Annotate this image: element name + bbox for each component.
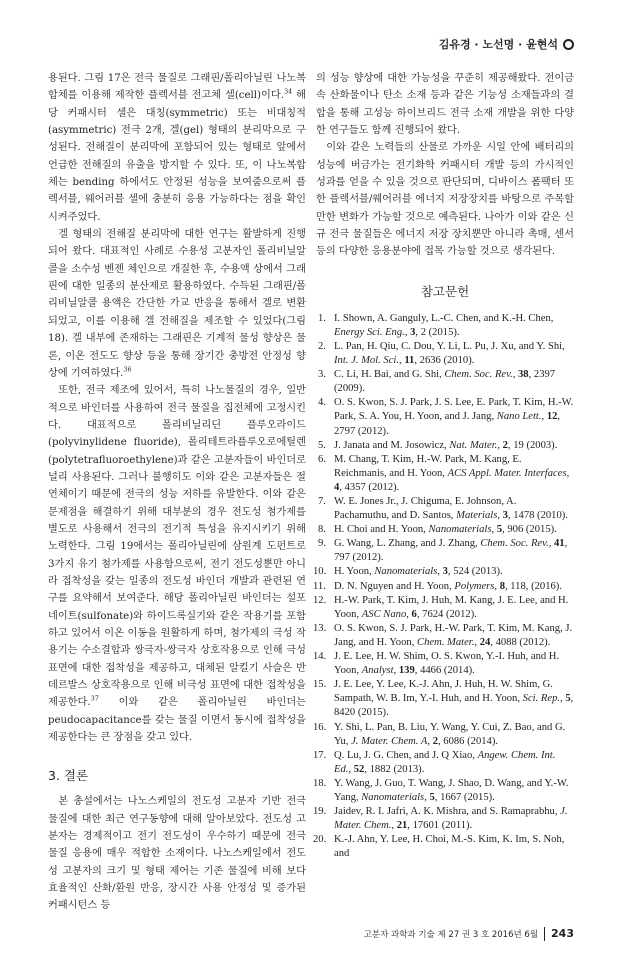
reference-item: 9. G. Wang, L. Zhang, and J. Zhang, Chem. Soc. Rev., 41, 797 (2012). <box>318 538 568 564</box>
reference-journal: Polymers <box>454 580 495 592</box>
reference-volume: 12 <box>546 411 558 423</box>
reference-pages-year: , 4357 (2012). <box>339 481 400 493</box>
reference-item: 5. J. Janata and M. Josowicz, Nat. Mater., 2, 19 (2003). <box>316 439 574 453</box>
reference-journal: ASC Nano <box>361 608 407 620</box>
reference-pages-year: , 906 (2015). <box>502 524 557 536</box>
reference-volume: 41 <box>554 538 565 550</box>
reference-journal: Int. J. Mol. Sci. <box>334 355 400 367</box>
reference-pages-year: , 797 (2012). <box>334 538 568 564</box>
reference-item: 16. Y. Shi, L. Pan, B. Liu, Y. Wang, Y. Cui, Z. Bao, and G. Yu, J. Mater. Chem. A, 2, 6086 (2014). <box>313 721 566 747</box>
reference-number: 2. <box>318 340 326 352</box>
reference-number: 10. <box>313 566 327 578</box>
reference-volume: 3 <box>442 566 448 578</box>
reference-volume: 52 <box>353 763 365 775</box>
reference-number: 14. <box>313 651 327 663</box>
paragraph: 본 총설에서는 나노스케일의 전도성 고분자 기반 전극 물질에 대한 최근 연구동향에 대해 알아보았다. 전도성 고분자는 경제적이고 전기 전도성이 우수하기 때문에 전극 물질 응용에 매우 적합한 소재이다. 나노스케일에서 전도성 고분자의 크기 및 형태 제어는 기존 물질에 비해 보다 효율적인 산화/환원 반응, 장시간 사용 안정성 및 증가된 커패시턴스 등 <box>48 796 306 912</box>
reference-volume: 4 <box>334 481 340 493</box>
reference-journal: Analyst <box>361 665 394 677</box>
paragraph: 의 성능 향상에 대한 가능성을 꾸준히 제공해왔다. 전이금속 산화물이나 탄소 소재 등과 같은 기능성 소재들과의 결합을 통해 고성능 하이브리드 전극 소재 개발을 위한 다양한 연구들도 함께 진행되어 왔다. <box>316 73 574 137</box>
reference-pages-year: , 1882 (2013). <box>364 763 425 775</box>
reference-authors: H. Yoon, <box>334 566 372 578</box>
header-authors: 김유경 · 노선명 · 윤현석 <box>438 38 558 51</box>
reference-volume: 5 <box>496 524 503 536</box>
reference-volume: 6 <box>411 608 417 620</box>
reference-pages-year: , 1667 (2015). <box>434 791 495 803</box>
reference-authors: I. Shown, A. Ganguly, L.-C. Chen, and K.-H. Chen, <box>334 312 554 324</box>
reference-journal: Materials <box>456 510 498 522</box>
reference-journal: Chem. Mater. <box>417 636 475 648</box>
reference-authors: D. N. Nguyen and H. Yoon, <box>334 580 452 592</box>
reference-volume: 5 <box>429 791 435 803</box>
reference-volume: 3 <box>502 510 508 522</box>
reference-pages-year: , 19 (2003). <box>507 439 558 451</box>
reference-pages-year: , 4466 (2014). <box>414 665 475 677</box>
citation: 34 <box>283 87 293 96</box>
page-number: 243 <box>551 927 574 941</box>
reference-pages-year: , 17601 (2011). <box>407 820 473 832</box>
reference-authors: Jaidev, R. I. Jafri, A. K. Mishra, and S. Ramaprabhu, <box>334 806 558 818</box>
reference-journal: J. Mater. Chem. <box>334 806 568 832</box>
text: 이와 같은 폴리아닐린 바인더는 peudocapacitance를 갖는 물질 이면서 동시에 접착성을 제공한다는 큰 장점을 갖고 있다. <box>48 697 306 744</box>
footer-journal: 고분자 과학과 기술 제 27 권 3 호 2016년 6월 <box>363 929 539 940</box>
reference-pages-year: , 7624 (2012). <box>416 608 477 620</box>
reference-pages-year: , 2 (2015). <box>415 326 460 338</box>
reference-volume: 2 <box>432 735 438 747</box>
reference-volume: 5 <box>565 693 571 705</box>
reference-item: 7. W. E. Jones Jr., J. Chiguma, E. Johnson, A. Pachamuthu, and D. Santos, Materials, 3, 1478 (2010). <box>318 496 568 522</box>
reference-number: 1. <box>318 312 326 324</box>
reference-authors: O. S. Kwon, S. J. Park, J. S. Lee, E. Park, T. Kim, H.-W. Park, S. A. You, H. Yoon, and J. Jang, <box>334 397 574 423</box>
reference-journal: Chem. Soc. Rev. <box>444 369 513 381</box>
reference-pages-year: , 6086 (2014). <box>437 735 499 747</box>
text: 또한, 전극 제조에 있어서, 특히 나노물질의 경우, 일반적으로 바인더를 사용하여 전극 물질을 집전체에 고정시킨다. 대표적으로 폴리비닐리딘 플루오라이드(polyvinylidene fluoride), 폴리테트라플루오로에틸렌(polytetrafluoroethylene)과 같은 고분자들이 바인더로 널리 사용된다. 그러나 불행히도 이와 같은 고분자들은 절연체이기 때문에 전극의 성능 저하를 유발한다. 이와 같은 문제점을 해결하기 위해 대부분의 경우 전도성 첨가제를 별도로 사용해서 전극의 전기적 특성을 유지시키기 위해 노력한다. 그림 19에서는 폴리아닐린에 삼원계 도펀트로 3가지 유기 첨가제를 사용함으로써, 전기 전도성뿐만 아니라 접착성을 갖는 일종의 전도성 바인더 개발과 관련된 연구를 요약해서 보여준다. 해당 폴리아닐린 바인더는 설포네이트(sulfonate)와 하이드록실기와 같은 작용기를 포함하고 있어서 이온 이동을 원활하게 하며, 첨가제의 극성 작용기는 수소결합과 쌍극자-쌍극자 상호작용으로 인해 극성 표면에 대한 접착성을 제공하고, 대체된 알킬기 사슬은 반데르발스 상호작용으로 인해 비극성 표면에 대한 접착성을 제공한다. <box>48 385 306 709</box>
citation: 37 <box>90 694 99 703</box>
page-footer <box>364 927 574 941</box>
section-title: 3. 결론 <box>48 768 89 784</box>
reference-number: 4. <box>318 397 326 409</box>
reference-journal: Nanomaterials <box>374 566 438 578</box>
reference-volume: 3 <box>410 326 416 338</box>
reference-authors: Y. Shi, L. Pan, B. Liu, Y. Wang, Y. Cui, Z. Bao, and G. Yu, <box>334 721 566 747</box>
reference-list <box>313 312 574 862</box>
reference-number: 15. <box>313 679 327 691</box>
reference-item: 3. C. Li, H. Bai, and G. Shi, Chem. Soc. Rev., 38, 2397 (2009). <box>318 369 556 395</box>
body-columns <box>48 70 574 915</box>
reference-item: 17. Q. Lu, J. G. Chen, and J. Q Xiao, Angew. Chem. Int. Ed., 52, 1882 (2013). <box>313 749 556 775</box>
reference-item: 1. I. Shown, A. Ganguly, L.-C. Chen, and K.-H. Chen, Energy Sci. Eng., 3, 2 (2015). <box>318 312 554 338</box>
reference-volume: 24 <box>479 636 491 648</box>
reference-pages-year: , 1478 (2010). <box>507 510 568 522</box>
reference-journal: Energy Sci. Eng. <box>334 326 405 338</box>
reference-pages-year: , 2797 (2012). <box>334 411 561 437</box>
reference-authors: H.-W. Park, T. Kim, J. Huh, M. Kang, J. E. Lee, and H. Yoon, <box>334 594 569 620</box>
reference-pages-year: , 2636 (2010). <box>414 355 475 367</box>
reference-item: 13. O. S. Kwon, S. J. Park, H.-W. Park, T. Kim, M. Kang, J. Jang, and H. Yoon, Chem. Mater., 24, 4088 (2012). <box>313 622 573 648</box>
reference-pages-year: , 8420 (2015). <box>334 693 574 719</box>
reference-number: 20. <box>313 834 327 846</box>
reference-item: 2. L. Pan, H. Qiu, C. Dou, Y. Li, L. Pu, J. Xu, and Y. Shi, Int. J. Mol. Sci., 11, 2636 (2010). <box>318 340 565 367</box>
reference-authors: C. Li, H. Bai, and G. Shi, <box>334 369 442 381</box>
left-column <box>48 70 306 915</box>
reference-pages-year: , 2397 (2009). <box>334 369 556 395</box>
reference-authors: O. S. Kwon, S. J. Park, H.-W. Park, T. Kim, M. Kang, J. Jang, and H. Yoon, <box>334 622 573 648</box>
text: 겔 형태의 전해질 분리막에 대한 연구는 활발하게 진행되어 왔다. 대표적인 사례로 수용성 고분자인 폴리비닐알콜을 소수성 벤젠 체인으로 개질한 후, 수용액 상에서 그래핀에 대한 일종의 분산제로 활용하였다. 수득된 그래핀/폴리비닐알콜 용액은 간단한 가교 반응을 통해서 겔로 변환되었고, 이를 이용해 겔 전해질을 제조할 수 있었다(그림 18). 겔 내부에 존재하는 그래핀은 기계적 물성 향상은 물론, 이온 전도도 향상 등을 통해 장기간 충방전 안정성 향상에 기여하였다. <box>48 229 306 379</box>
reference-number: 12. <box>313 594 327 606</box>
reference-authors: J. Janata and M. Josowicz, <box>334 439 447 451</box>
reference-item: 10. H. Yoon, Nanomaterials, 3, 524 (2013). <box>316 565 574 579</box>
paragraph <box>48 70 306 226</box>
text: 용된다. 그림 17은 전극 물질로 그래핀/폴리아닐린 나노복합체를 이용해 제작한 플렉서블 전고체 셀(cell)이다. <box>48 73 306 102</box>
reference-number: 9. <box>318 538 326 550</box>
reference-number: 13. <box>313 622 327 634</box>
reference-item: 18. Y. Wang, J. Guo, T. Wang, J. Shao, D. Wang, and Y.-W. Yang, Nanomaterials, 5, 1667 (2015). <box>313 777 569 803</box>
reference-authors: H. Choi and H. Yoon, <box>334 524 426 536</box>
reference-volume: 2 <box>502 439 508 451</box>
reference-item: 15. J. E. Lee, Y. Lee, K.-J. Ahn, J. Huh, H. W. Shim, G. Sampath, W. B. Im, Y.-I. Huh, and H. Yoon, Sci. Rep., 5, 8420 (2015). <box>313 679 574 719</box>
reference-authors: J. E. Lee, Y. Lee, K.-J. Ahn, J. Huh, H. W. Shim, G. Sampath, W. B. Im, Y.-I. Huh, and H. Yoon, <box>334 679 553 705</box>
reference-volume: 11 <box>404 355 415 367</box>
reference-authors: Q. Lu, J. G. Chen, and J. Q Xiao, <box>334 749 475 761</box>
reference-number: 17. <box>313 749 327 761</box>
divider <box>544 927 545 941</box>
reference-item: 4. O. S. Kwon, S. J. Park, J. S. Lee, E. Park, T. Kim, H.-W. Park, S. A. You, H. Yoon, and J. Jang, Nano Lett., 12, 2797 (2012). <box>318 397 574 437</box>
reference-item: 14. J. E. Lee, H. W. Shim, O. S. Kwon, Y.-I. Huh, and H. Yoon, Analyst, 139, 4466 (2014). <box>313 651 560 677</box>
circle-icon <box>563 39 574 50</box>
references-title: 참고문헌 <box>420 283 470 299</box>
reference-number: 7. <box>318 496 326 507</box>
reference-number: 6. <box>318 453 326 465</box>
running-header <box>439 34 574 54</box>
paragraph <box>48 226 306 382</box>
reference-journal: Nano Lett. <box>496 411 542 423</box>
right-column <box>313 70 574 861</box>
reference-journal: Angew. Chem. Int. Ed. <box>334 749 556 775</box>
reference-pages-year: , 524 (2013). <box>447 566 503 578</box>
reference-journal: Chem. Soc. Rev. <box>480 538 549 550</box>
reference-volume: 139 <box>398 665 415 677</box>
reference-journal: Nat. Mater. <box>449 439 498 451</box>
reference-journal: Sci. Rep. <box>522 693 561 705</box>
reference-authors: L. Pan, H. Qiu, C. Dou, Y. Li, L. Pu, J. Xu, and Y. Shi, <box>334 340 565 352</box>
reference-volume: 38 <box>518 369 529 381</box>
reference-number: 5. <box>318 439 326 451</box>
reference-authors: W. E. Jones Jr., J. Chiguma, E. Johnson, A. Pachamuthu, and D. Santos, <box>334 496 517 522</box>
citation: 36 <box>123 365 132 374</box>
reference-authors: G. Wang, L. Zhang, and J. Zhang, <box>334 538 478 550</box>
reference-authors: Y. Wang, J. Guo, T. Wang, J. Shao, D. Wang, and Y.-W. Yang, <box>334 777 569 803</box>
reference-number: 18. <box>313 777 327 789</box>
paragraph <box>48 382 306 746</box>
text: 해당 커패시터 셀은 대칭(symmetric) 또는 비대칭적(asymmetric) 전극 2개, 겔(gel) 형태의 분리막으로 구성된다. 전해질이 분리막에 포함되어 있는 형태로 앞에서 언급한 전해질의 유출을 방지할 수 있다. 또, 이 나노복합체는 bending 하에서도 안정된 성능을 보여줌으로써 플렉서블, 웨어러블 셀에 충분히 응용 가능하다는 점을 확인시켜주었다. <box>48 90 306 223</box>
reference-item: 19. Jaidev, R. I. Jafri, A. K. Mishra, and S. Ramaprabhu, J. Mater. Chem., 21, 17601 (2011). <box>313 806 568 832</box>
reference-pages-year: , 118, (2016). <box>504 580 562 592</box>
reference-number: 11. <box>313 580 326 592</box>
reference-authors: J. E. Lee, H. W. Shim, O. S. Kwon, Y.-I. Huh, and H. Yoon, <box>334 651 560 677</box>
reference-number: 16. <box>313 721 327 733</box>
reference-journal: Nanomaterials <box>361 791 425 803</box>
reference-number: 8. <box>318 524 326 536</box>
reference-pages-year: , 4088 (2012). <box>490 636 551 648</box>
reference-number: 19. <box>313 806 327 818</box>
reference-item: 12. H.-W. Park, T. Kim, J. Huh, M. Kang, J. E. Lee, and H. Yoon, ASC Nano, 6, 7624 (2012). <box>313 594 569 620</box>
reference-item: 6. M. Chang, T. Kim, H.-W. Park, M. Kang, E. Reichmanis, and H. Yoon, ACS Appl. Mater. Interfaces, 4, 4357 (2012). <box>318 453 570 493</box>
reference-volume: 8 <box>499 580 505 592</box>
reference-journal: ACS Appl. Mater. Interfaces <box>447 467 567 479</box>
reference-item <box>313 833 574 861</box>
reference-volume: 21 <box>396 820 408 832</box>
paragraph: 이와 같은 노력들의 산물로 가까운 시일 안에 배터리의 성능에 버금가는 전기화학 커패시터 개발 등의 가시적인 성과를 얻을 수 있을 것으로 판단되며, 디바이스 폼팩터 또한 플렉서블/웨어러블 에너지 저장장치를 바탕으로 주목할만한 변화가 가능할 것으로 예측된다. 나아가 이와 같은 신규 전극 물질들은 에너지 저장 장치뿐만 아니라 촉매, 센서 등의 다양한 응용분야에 접목 가능할 것으로 생각된다. <box>316 142 574 258</box>
reference-journal: Nanomaterials <box>428 524 492 536</box>
reference-number: 3. <box>318 369 326 381</box>
reference-authors: K.-J. Ahn, Y. Lee, H. Choi, M.-S. Kim, K. Im, S. Noh, and <box>334 834 565 860</box>
reference-item: 11. D. N. Nguyen and H. Yoon, Polymers, 8, 118, (2016). <box>316 580 574 594</box>
reference-item: 8. H. Choi and H. Yoon, Nanomaterials, 5, 906 (2015). <box>316 523 574 537</box>
reference-authors: M. Chang, T. Kim, H.-W. Park, M. Kang, E. Reichmanis, and H. Yoon, <box>334 453 522 479</box>
reference-journal: J. Mater. Chem. A <box>351 735 428 747</box>
